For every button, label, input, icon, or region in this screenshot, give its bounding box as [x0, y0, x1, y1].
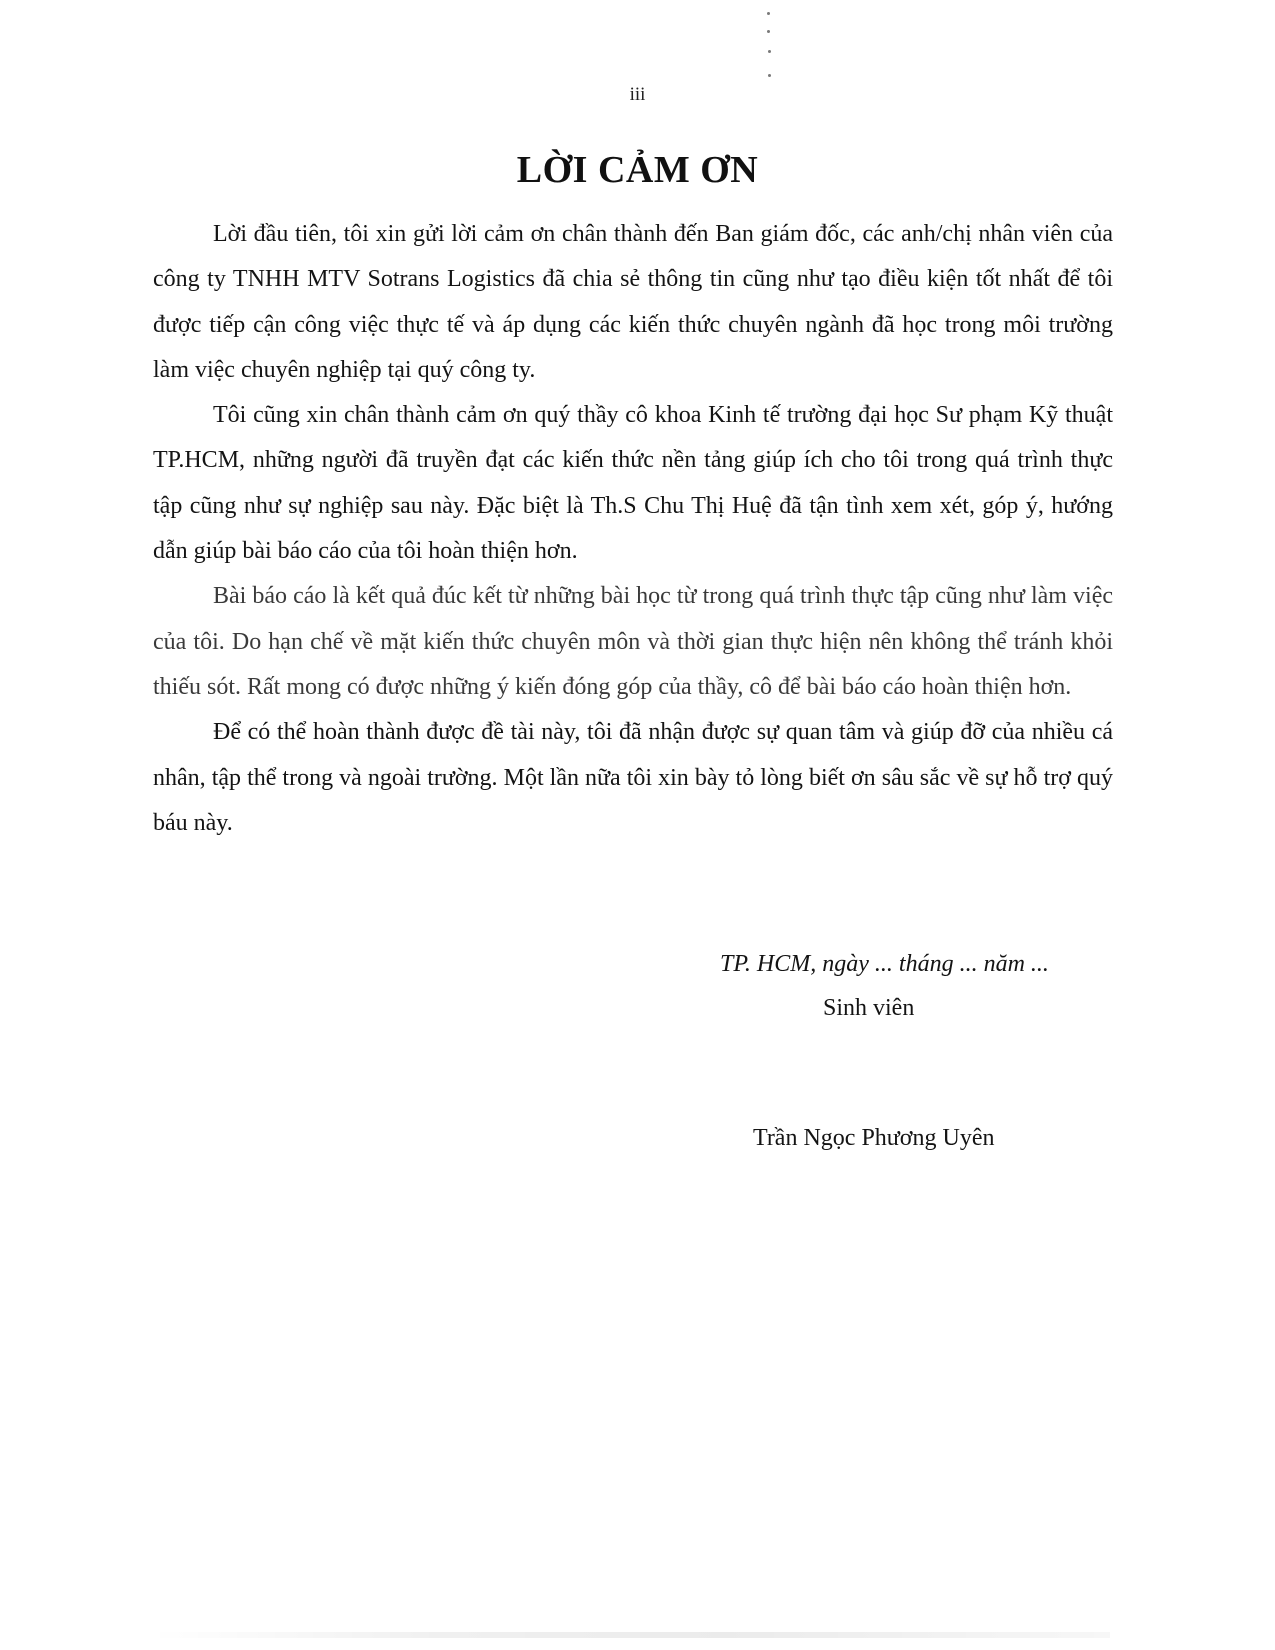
page-number: iii	[629, 84, 646, 105]
signature-name: Trần Ngọc Phương Uyên	[753, 1125, 995, 1151]
paragraph: Lời đầu tiên, tôi xin gửi lời cảm ơn chân thành đến Ban giám đốc, các anh/chị nhân viên của công ty TNHH MTV Sotrans Logistics đã chia sẻ thông tin cũng như tạo điều kiện tốt nhất để tôi được tiếp cận công việc thực tế và áp dụng các kiến thức chuyên ngành đã học trong môi trường làm việc chuyên nghiệp tại quý công ty.	[153, 221, 1113, 383]
acknowledgement-body	[153, 212, 1113, 846]
signature-role: Sinh viên	[823, 995, 915, 1021]
scan-speck	[768, 50, 771, 53]
scan-speck	[767, 12, 770, 15]
paragraph: Tôi cũng xin chân thành cảm ơn quý thầy cô khoa Kinh tế trường đại học Sư phạm Kỹ thuật TP.HCM, những người đã truyền đạt các kiến thức nền tảng giúp ích cho tôi trong quá trình thực tập cũng như sự nghiệp sau này. Đặc biệt là Th.S Chu Thị Huệ đã tận tình xem xét, góp ý, hướng dẫn giúp bài báo cáo của tôi hoàn thiện hơn.	[153, 402, 1113, 565]
paragraph: Bài báo cáo là kết quả đúc kết từ những bài học từ trong quá trình thực tập cũng như làm việc của tôi. Do hạn chế về mặt kiến thức chuyên môn và thời gian thực hiện nên không thể tránh khỏi thiếu sót. Rất mong có được những ý kiến đóng góp của thầy, cô để bài báo cáo hoàn thiện hơn.	[153, 583, 1113, 700]
page-title: LỜI CẢM ƠN	[516, 149, 759, 191]
paragraph: Để có thể hoàn thành được đề tài này, tôi đã nhận được sự quan tâm và giúp đỡ của nhiều cá nhân, tập thể trong và ngoài trường. Một lần nữa tôi xin bày tỏ lòng biết ơn sâu sắc về sự hỗ trợ quý báu này.	[153, 719, 1113, 836]
scan-speck	[767, 30, 770, 33]
signature-date-line: TP. HCM, ngày ... tháng ... năm ...	[720, 951, 1049, 977]
signature-block	[720, 942, 1100, 1160]
scan-edge-smudge	[150, 1632, 1110, 1638]
scan-speck	[768, 74, 771, 77]
